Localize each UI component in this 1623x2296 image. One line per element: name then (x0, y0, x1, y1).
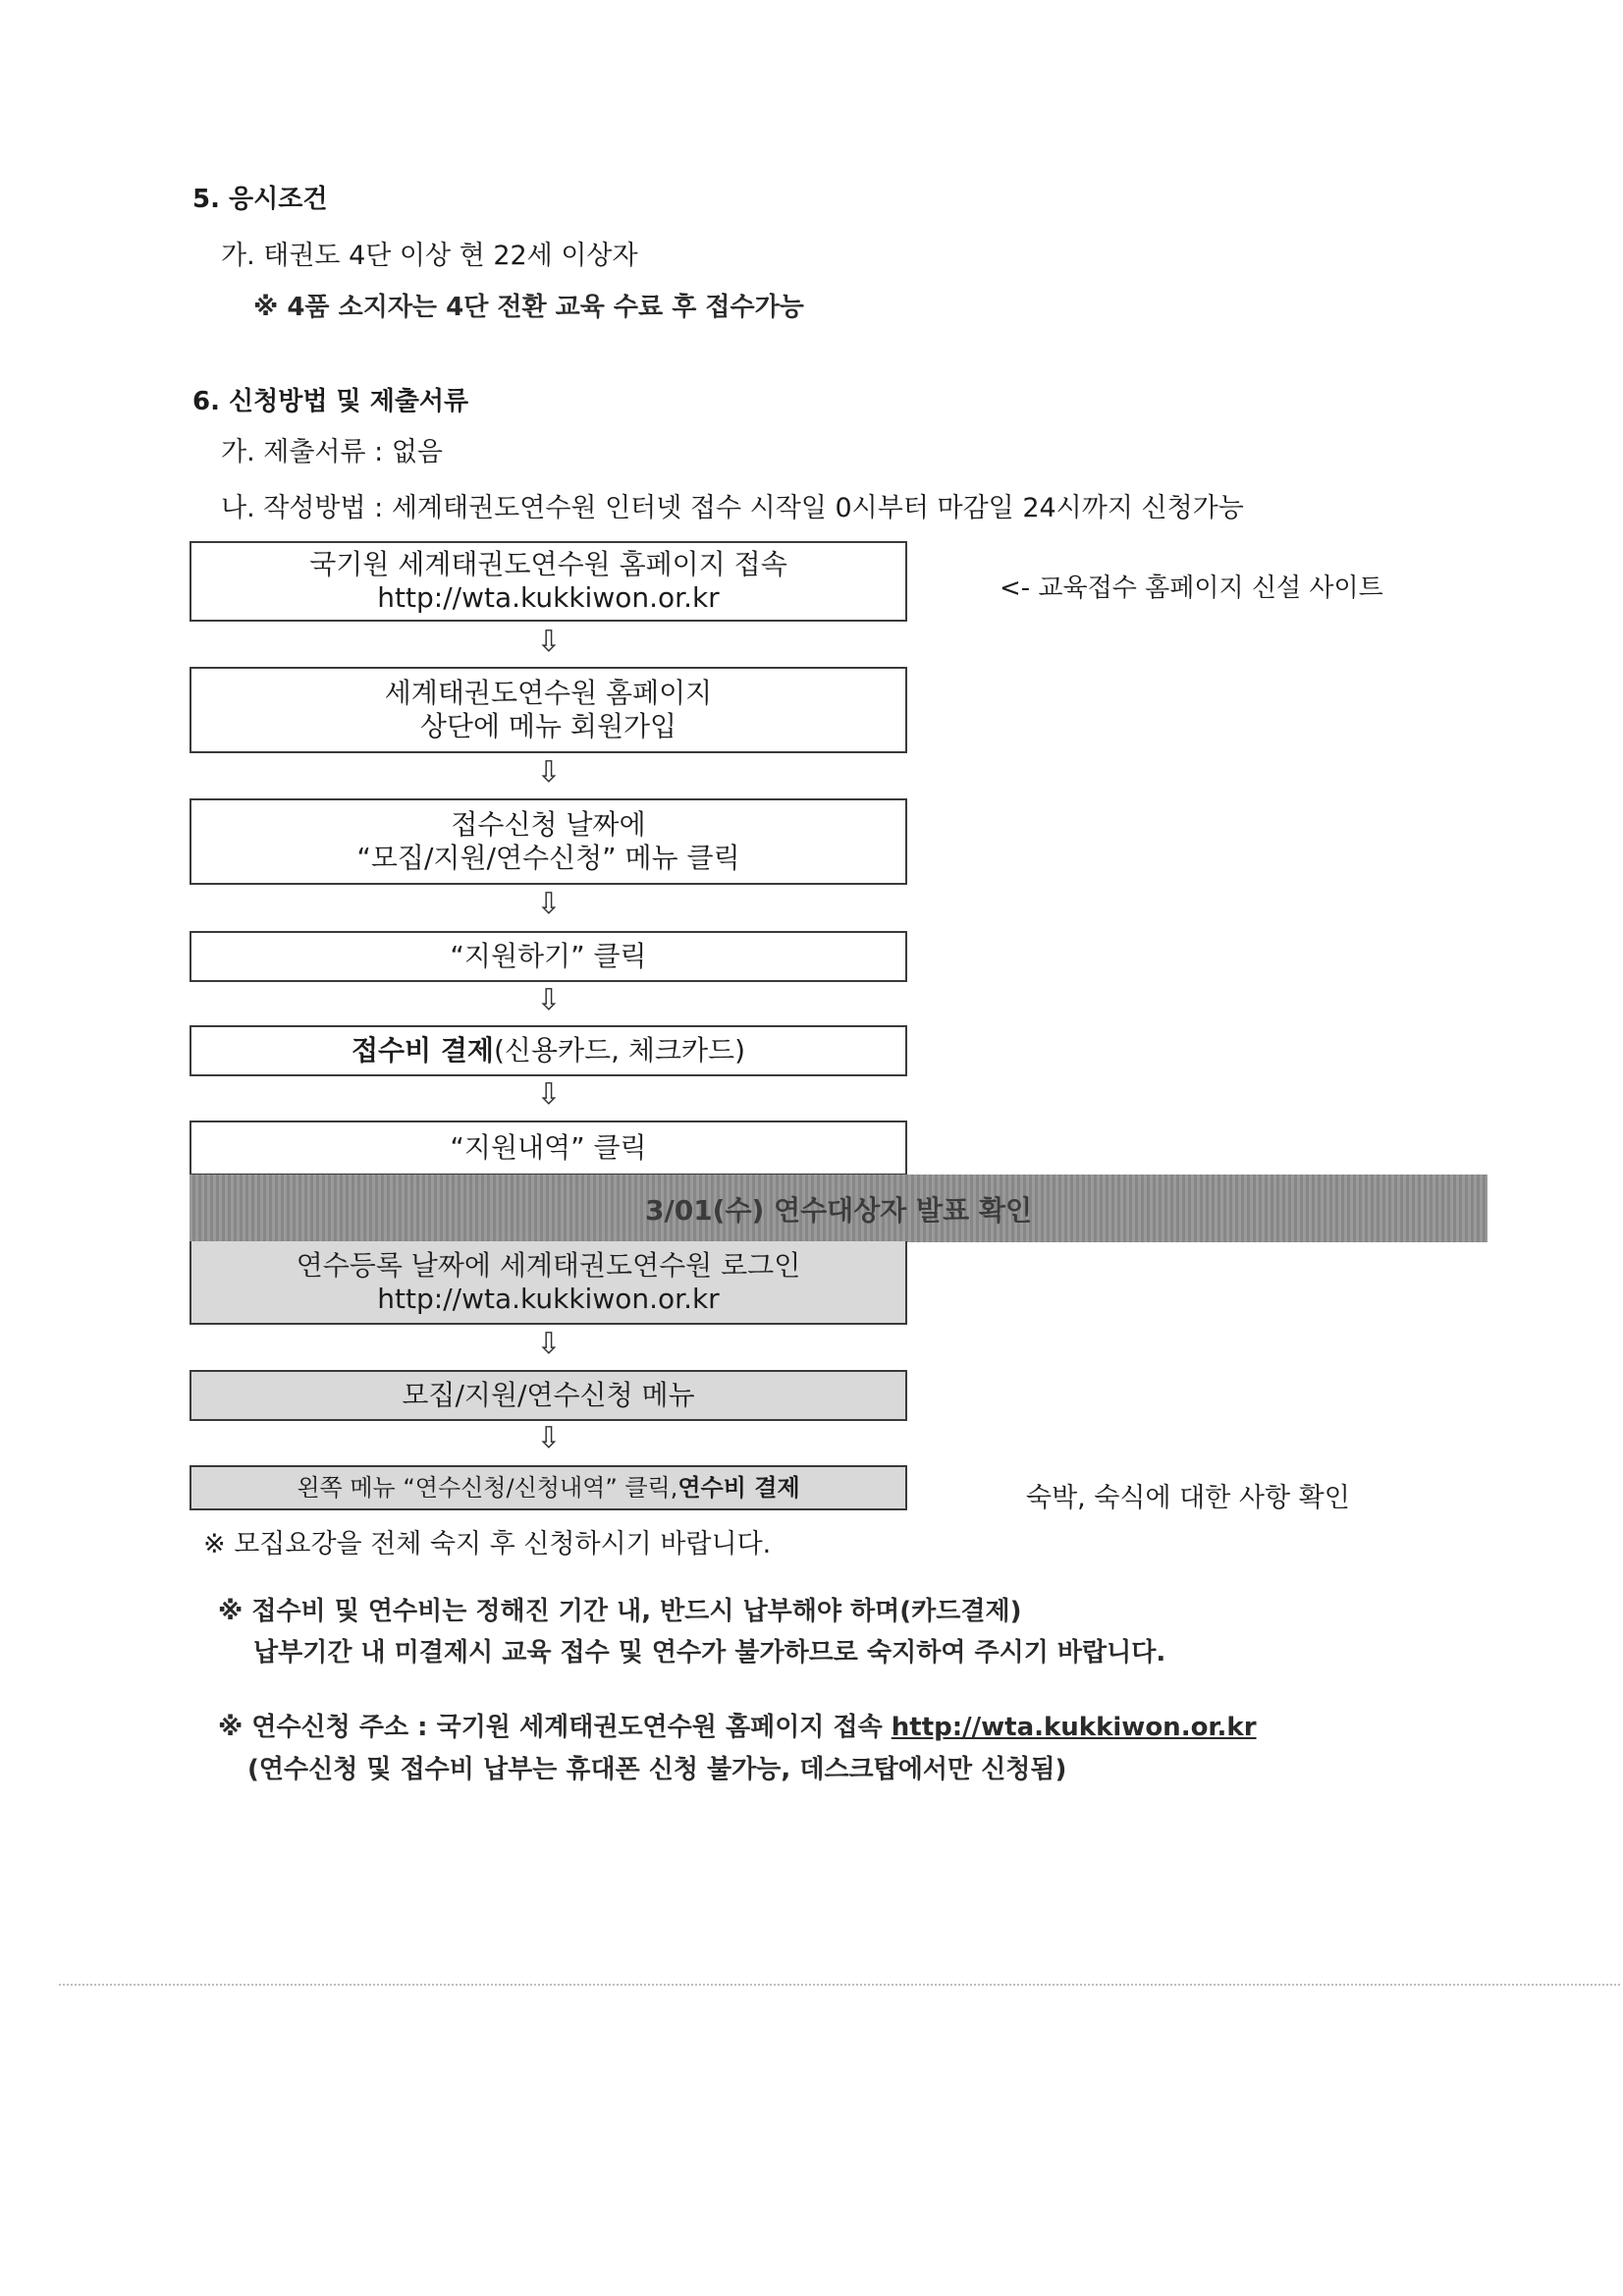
flow-step-6-label: “지원내역” 클릭 (450, 1131, 647, 1164)
down-arrow-icon: ⇩ (536, 887, 562, 921)
flow-step-8-label: 모집/지원/연수신청 메뉴 (402, 1379, 695, 1411)
flow-step-3-line2: “모집/지원/연수신청” 메뉴 클릭 (356, 842, 740, 874)
flow-step-2-line2: 상단에 메뉴 회원가입 (419, 710, 677, 742)
flow-step-9-bold: 연수비 결제 (677, 1474, 800, 1502)
section5-note: ※ 4품 소지자는 4단 전환 교육 수료 후 접수가능 (253, 293, 804, 322)
flow-step-9-side-note: 숙박, 숙식에 대한 사항 확인 (1026, 1483, 1350, 1513)
flow-step-2-line1: 세계태권도연수원 홈페이지 (384, 677, 713, 709)
flow-step-7-line1: 연수등록 날짜에 세계태권도연수원 로그인 (296, 1248, 801, 1282)
note-payment-line1: ※ 접수비 및 연수비는 정해진 기간 내, 반드시 납부해야 하며(카드결제) (218, 1597, 1022, 1626)
note-read-guidelines: ※ 모집요강을 전체 숙지 후 신청하시기 바랍니다. (203, 1529, 772, 1559)
note-address-prefix: ※ 연수신청 주소 : 국기원 세계태권도연수원 홈페이지 접속 (218, 1713, 892, 1742)
page-divider (59, 1984, 1620, 1986)
flow-step-1 (189, 541, 907, 622)
flow-step-9 (189, 1465, 907, 1510)
note-address-line1 (218, 1707, 1257, 1743)
flow-step-1-line1: 국기원 세계태권도연수원 홈페이지 접속 (309, 548, 787, 580)
flow-step-2 (189, 667, 907, 753)
section6-item-ga: 가. 제출서류 : 없음 (221, 437, 444, 467)
section6-title: 6. 신청방법 및 제출서류 (192, 387, 469, 416)
down-arrow-icon: ⇩ (536, 983, 562, 1017)
flow-step-4-label: “지원하기” 클릭 (450, 940, 647, 972)
section5-title: 5. 응시조건 (192, 185, 328, 214)
announcement-banner (189, 1175, 1488, 1242)
down-arrow-icon: ⇩ (536, 1077, 562, 1112)
flow-step-5-rest: (신용카드, 체크카드) (493, 1034, 746, 1066)
note-payment-line2: 납부기간 내 미결제시 교육 접수 및 연수가 불가하므로 숙지하여 주시기 바랍니다. (253, 1638, 1166, 1667)
flow-step-5-bold: 접수비 결제 (351, 1034, 494, 1066)
section5-item-ga: 가. 태권도 4단 이상 현 22세 이상자 (221, 241, 638, 271)
flow-step-1-url: http://wta.kukkiwon.or.kr (377, 581, 720, 614)
down-arrow-icon: ⇩ (536, 1421, 562, 1455)
flow-step-3-line1: 접수신청 날짜에 (451, 808, 646, 841)
flow-step-8 (189, 1370, 907, 1421)
section6-item-na: 나. 작성방법 : 세계태권도연수원 인터넷 접수 시작일 0시부터 마감일 24시까지 신청가능 (221, 493, 1244, 523)
flow-step-7-url: http://wta.kukkiwon.or.kr (377, 1282, 720, 1315)
down-arrow-icon: ⇩ (536, 1327, 562, 1361)
address-link[interactable]: http://wta.kukkiwon.or.kr (891, 1713, 1257, 1742)
announcement-banner-text: 3/01(수) 연수대상자 발표 확인 (645, 1193, 1032, 1227)
note-address-line2: (연수신청 및 접수비 납부는 휴대폰 신청 불가능, 데스크탑에서만 신청됨) (247, 1755, 1067, 1784)
flow-step-7 (189, 1241, 907, 1325)
flow-step-1-side-note: <- 교육접수 홈페이지 신설 사이트 (1000, 574, 1383, 603)
flow-step-6 (189, 1121, 907, 1175)
down-arrow-icon: ⇩ (536, 755, 562, 790)
flow-step-3 (189, 798, 907, 885)
flow-step-4 (189, 931, 907, 982)
down-arrow-icon: ⇩ (536, 625, 562, 659)
flow-step-5 (189, 1025, 907, 1076)
flow-step-9-text: 왼쪽 메뉴 “연수신청/신청내역” 클릭, (297, 1474, 678, 1502)
